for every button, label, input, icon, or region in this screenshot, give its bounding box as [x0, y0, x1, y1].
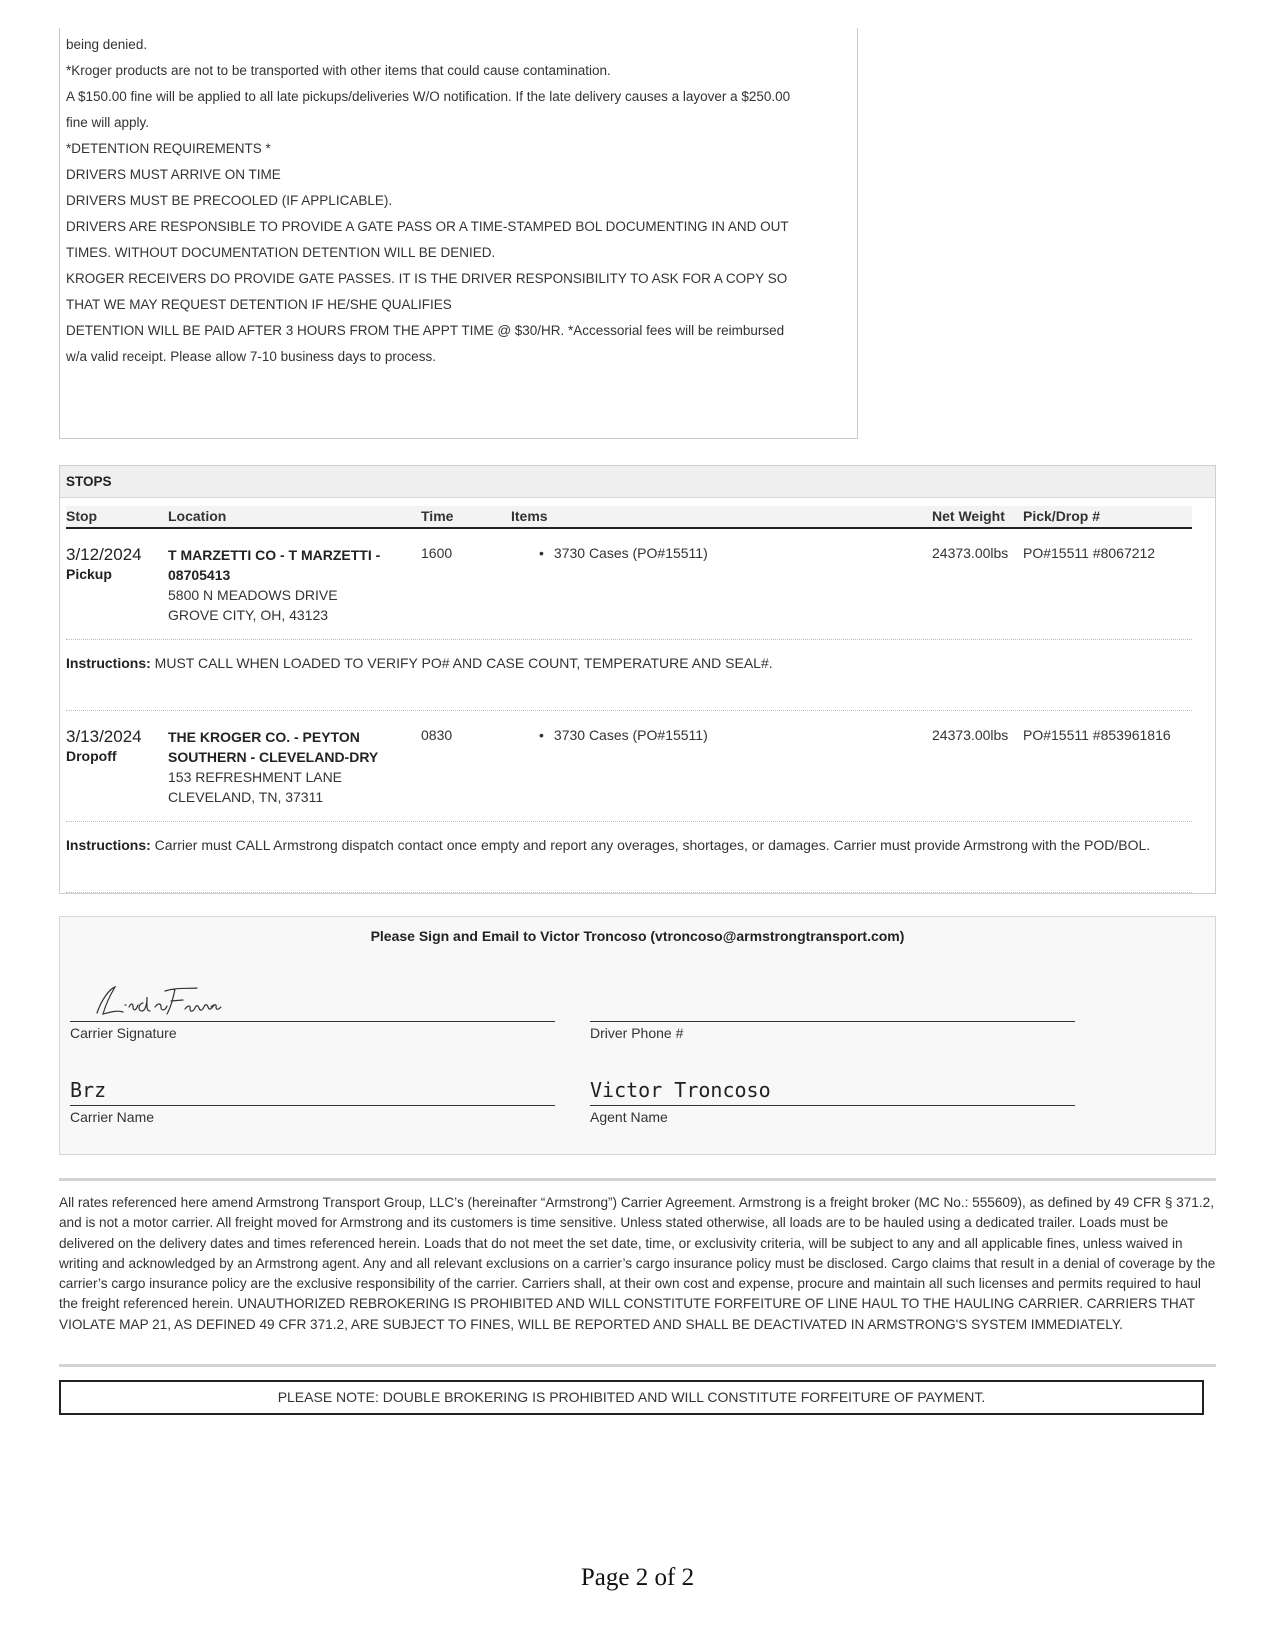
stop-item: • 3730 Cases (PO#15511) — [539, 727, 708, 743]
carrier-name-label: Carrier Name — [70, 1109, 155, 1125]
stop-location — [168, 727, 398, 807]
carrier-signature-image — [85, 983, 225, 1019]
location-name: THE KROGER CO. - PEYTON — [168, 729, 360, 745]
terms-box — [59, 28, 858, 439]
location-address: 5800 N MEADOWS DRIVE — [168, 587, 338, 603]
stop-row — [66, 711, 1192, 822]
stop-instructions — [66, 822, 1192, 893]
stop-net-weight: 24373.00lbs — [932, 727, 1009, 743]
agent-name-line[interactable] — [590, 1104, 1075, 1106]
terms-line: TIMES. WITHOUT DOCUMENTATION DETENTION WILL BE DENIED. — [66, 245, 496, 260]
column-header-items: Items — [511, 508, 548, 524]
divider — [59, 1364, 1216, 1367]
agent-name-label: Agent Name — [590, 1109, 668, 1125]
driver-phone-line[interactable] — [590, 1020, 1075, 1022]
stops-title: STOPS — [60, 466, 1215, 498]
signature-instructions: Please Sign and Email to Victor Troncoso (vtroncoso@armstrongtransport.com) — [370, 928, 905, 944]
location-city: GROVE CITY, OH, 43123 — [168, 607, 329, 623]
stop-date: 3/13/2024 — [66, 727, 142, 746]
column-header-net-weight: Net Weight — [932, 508, 1005, 524]
agent-name-value: Victor Troncoso — [590, 1078, 771, 1102]
instructions-label: Instructions: — [66, 655, 151, 671]
stop-net-weight: 24373.00lbs — [932, 545, 1009, 561]
terms-line: DETENTION WILL BE PAID AFTER 3 HOURS FROM THE APPT TIME @ $30/HR. *Accessorial fees will be reimbursed — [66, 323, 785, 338]
carrier-signature-label: Carrier Signature — [70, 1025, 177, 1041]
driver-phone-label: Driver Phone # — [590, 1025, 684, 1041]
column-header-pick-drop: Pick/Drop # — [1023, 508, 1101, 524]
stop-instructions — [66, 640, 1192, 711]
terms-line: DRIVERS ARE RESPONSIBLE TO PROVIDE A GATE PASS OR A TIME-STAMPED BOL DOCUMENTING IN AND OUT — [66, 219, 789, 234]
terms-line: DRIVERS MUST ARRIVE ON TIME — [66, 167, 281, 182]
signature-section — [59, 916, 1216, 1155]
terms-line: DRIVERS MUST BE PRECOOLED (IF APPLICABLE). — [66, 193, 393, 208]
terms-line: THAT WE MAY REQUEST DETENTION IF HE/SHE QUALIFIES — [66, 297, 452, 312]
instructions-text: Carrier must CALL Armstrong dispatch contact once empty and report any overages, shortages, or damages. Carrier must provide Armstrong with the POD/BOL. — [154, 837, 1151, 853]
carrier-name-line[interactable] — [70, 1104, 555, 1106]
stops-section — [59, 465, 1216, 894]
stop-row — [66, 529, 1192, 640]
carrier-name-value: Brz — [70, 1078, 107, 1102]
terms-line: fine will apply. — [66, 115, 150, 130]
instructions-text: MUST CALL WHEN LOADED TO VERIFY PO# AND CASE COUNT, TEMPERATURE AND SEAL#. — [154, 655, 773, 671]
column-header-location: Location — [168, 508, 227, 524]
page-number: Page 2 of 2 — [580, 1564, 695, 1591]
stop-time: 1600 — [421, 545, 453, 561]
divider — [59, 1178, 1216, 1181]
double-brokering-note: PLEASE NOTE: DOUBLE BROKERING IS PROHIBITED AND WILL CONSTITUTE FORFEITURE OF PAYMENT. — [59, 1380, 1204, 1415]
location-name: SOUTHERN - CLEVELAND-DRY — [168, 749, 379, 765]
stop-type: Dropoff — [66, 748, 117, 764]
stop-time: 0830 — [421, 727, 453, 743]
terms-line: A $150.00 fine will be applied to all late pickups/deliveries W/O notification. If the late delivery causes a layover a $250.00 — [66, 89, 791, 104]
column-header-time: Time — [421, 508, 454, 524]
location-address: 153 REFRESHMENT LANE — [168, 769, 343, 785]
stops-table — [66, 506, 1192, 893]
stops-column-headers — [66, 506, 1192, 529]
stop-pick-drop-number: PO#15511 #8067212 — [1023, 545, 1156, 561]
terms-line: w/a valid receipt. Please allow 7-10 business days to process. — [66, 349, 436, 364]
stop-pick-drop-number: PO#15511 #853961816 — [1023, 727, 1171, 743]
location-name: T MARZETTI CO - T MARZETTI - — [168, 547, 381, 563]
stop-location — [168, 545, 398, 625]
instructions-label: Instructions: — [66, 837, 151, 853]
legal-disclaimer: All rates referenced here amend Armstrong Transport Group, LLC’s (hereinafter “Armstrong”) Carrier Agreement. Armstrong is a freight broker (MC No.: 555609), as defined by 49 CFR § 371.2, and is not a motor carrier. All freight moved for Armstrong and its customers is time sensitive. Unless stated otherwise, all loads are to be hauled using a dedicated trailer. Loads must be delivered on the delivery dates and times referenced herein. Loads that do not meet the set date, time, or exclusivity criteria, will be subject to any and all applicable fines, unless waived in writing and acknowledged by an Armstrong agent. Any and all relevant exclusions on a carrier’s cargo insurance policy must be disclosed. Cargo claims that result in a denial of coverage by the carrier’s cargo insurance policy are the exclusive responsibility of the carrier. Carriers shall, at their own cost and expense, procure and maintain all such licenses and permits required to haul the freight referenced herein. UNAUTHORIZED REBROKERING IS PROHIBITED AND WILL CONSTITUTE FORFEITURE OF LINE HAUL TO THE HAULING CARRIER. CARRIERS THAT VIOLATE MAP 21, AS DEFINED 49 CFR 371.2, ARE SUBJECT TO FINES, WILL BE REPORTED AND SHALL BE DEACTIVATED IN ARMSTRONG'S SYSTEM IMMEDIATELY. — [59, 1195, 1216, 1332]
terms-line: *DETENTION REQUIREMENTS * — [66, 141, 271, 156]
terms-line: *Kroger products are not to be transported with other items that could cause contamination. — [66, 63, 611, 78]
carrier-signature-line[interactable] — [70, 1020, 555, 1022]
terms-line: KROGER RECEIVERS DO PROVIDE GATE PASSES. IT IS THE DRIVER RESPONSIBILITY TO ASK FOR A COPY SO — [66, 271, 788, 286]
stop-type: Pickup — [66, 566, 112, 582]
location-name: 08705413 — [168, 567, 231, 583]
stop-date: 3/12/2024 — [66, 545, 142, 564]
location-city: CLEVELAND, TN, 37311 — [168, 789, 324, 805]
column-header-stop: Stop — [66, 508, 98, 524]
stop-item: • 3730 Cases (PO#15511) — [539, 545, 708, 561]
terms-line: being denied. — [66, 37, 148, 52]
